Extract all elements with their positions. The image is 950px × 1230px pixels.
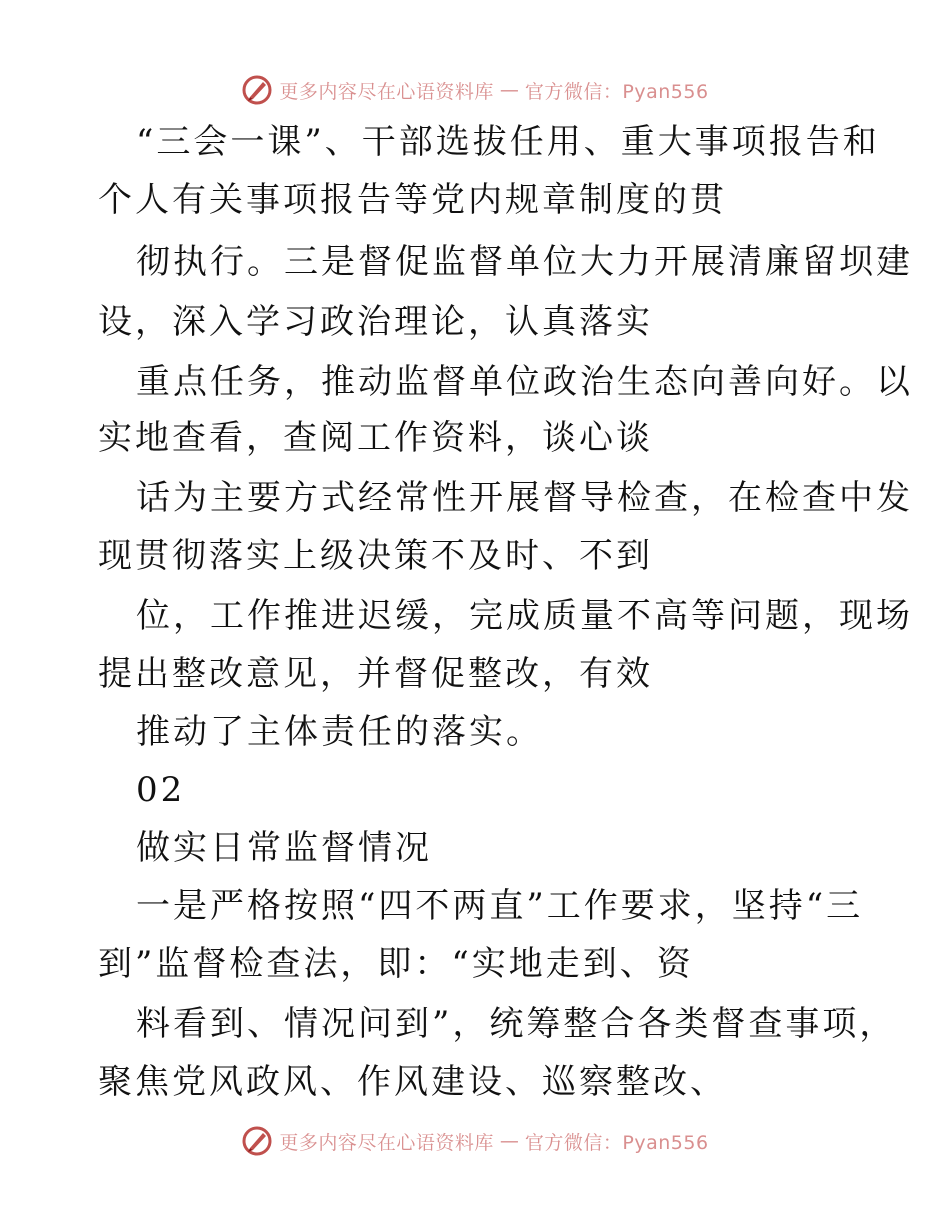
body-line: 位，工作推进迟缓，完成质量不高等问题，现场 [136,596,913,636]
watermark-text: 更多内容尽在心语资料库 [279,80,494,103]
pen-logo-icon [241,1125,273,1157]
body-line: 聚焦党风政风、作风建设、巡察整改、 [98,1062,727,1102]
body-line: 实地查看，查阅工作资料，谈心谈 [98,418,653,458]
body-line: “三会一课”、干部选拔任用、重大事项报告和 [136,122,880,162]
pen-logo-icon [241,74,273,106]
body-line: 一是严格按照“四不两直”工作要求，坚持“三 [136,886,864,926]
watermark-separator: — [499,1130,519,1152]
body-line: 料看到、情况问到”，统筹整合各类督查事项， [136,1004,897,1044]
body-line: 设，深入学习政治理论，认真落实 [98,302,653,342]
body-line: 现贯彻落实上级决策不及时、不到 [98,536,653,576]
watermark-footer [0,1121,950,1161]
watermark-header [0,70,950,110]
body-line: 重点任务，推动监督单位政治生态向善向好。以 [136,362,913,402]
watermark-text: 更多内容尽在心语资料库 [279,1131,494,1154]
body-line: 推动了主体责任的落实。 [136,712,543,752]
body-line: 个人有关事项报告等党内规章制度的贯 [98,180,727,220]
watermark-separator: — [499,79,519,101]
body-line: 彻执行。三是督促监督单位大力开展清廉留坝建 [136,242,913,282]
watermark-suffix: 官方微信：Pyan556 [524,80,709,103]
watermark-suffix: 官方微信：Pyan556 [524,1131,709,1154]
section-number: 02 [136,770,186,810]
body-line: 到”监督检查法，即：“实地走到、资 [98,944,694,984]
body-line: 提出整改意见，并督促整改，有效 [98,654,653,694]
section-heading: 做实日常监督情况 [136,828,432,868]
body-line: 话为主要方式经常性开展督导检查，在检查中发 [136,478,913,518]
